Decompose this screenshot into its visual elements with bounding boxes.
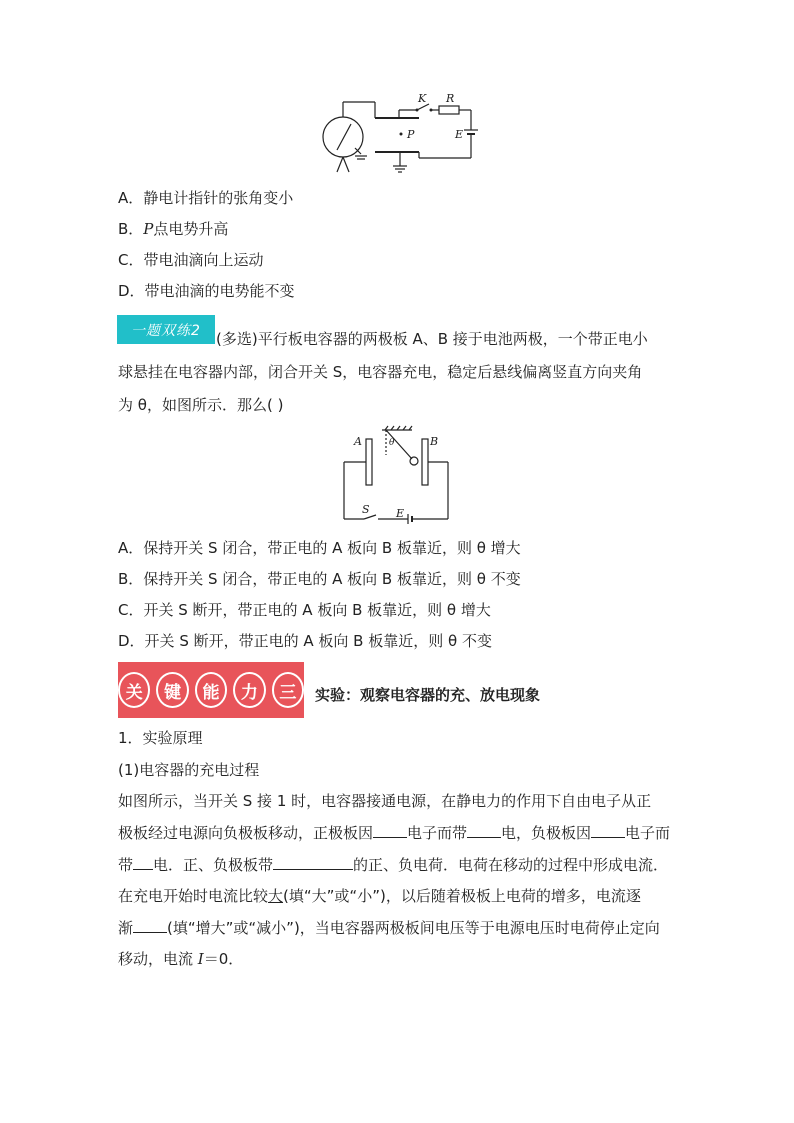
key-ability-badge	[118, 662, 304, 718]
label-a: A	[354, 435, 362, 448]
badge-char-2: 键	[156, 672, 188, 708]
electrometer-body	[323, 117, 363, 157]
body-line4: 在充电开始时电流比较大(填“大”或“小”)，以后随着极板上电荷的增多，电流逐	[118, 887, 641, 905]
plate-a	[366, 439, 372, 485]
badge-char-3: 能	[195, 672, 227, 708]
label-e2: E	[396, 507, 405, 520]
q2-stem-line2: 球悬挂在电容器内部，闭合开关 S，电容器充电，稳定后悬线偏离竖直方向夹角	[118, 363, 643, 381]
label-r: R	[446, 92, 455, 105]
q1-option-a: A．静电计指针的张角变小	[118, 189, 294, 207]
body-line5: 渐 (填“增大”或“减小”)，当电容器两极板间电压等于电源电压时电荷停止定向	[118, 919, 660, 937]
body-line3: 带 电．正、负极板带 的正、负电荷．电荷在移动的过程中形成电流．	[118, 856, 669, 874]
q2-stem-line1: (多选)平行板电容器的两极板 A、B 接于电池两极，一个带正电小	[216, 330, 648, 348]
charged-ball-capacitor-figure	[330, 425, 460, 525]
practice-badge: 一题双练2	[117, 315, 215, 344]
badge-char-5: 三	[272, 672, 304, 708]
resistor-r	[439, 106, 459, 114]
electrometer-circuit-figure	[315, 90, 485, 180]
badge-char-4: 力	[233, 672, 265, 708]
q1-option-b: B．P点电势升高	[118, 220, 229, 238]
label-theta: θ	[389, 438, 395, 448]
heading-charging: (1)电容器的充电过程	[118, 761, 260, 779]
charged-ball	[410, 457, 418, 465]
section-title: 实验：观察电容器的充、放电现象	[315, 686, 541, 704]
q2-option-b: B．保持开关 S 闭合，带正电的 A 板向 B 板靠近，则 θ 不变	[118, 570, 521, 588]
electrometer-needle	[337, 124, 351, 150]
plate-b	[422, 439, 428, 485]
label-b: B	[430, 435, 439, 448]
q2-option-a: A．保持开关 S 闭合，带正电的 A 板向 B 板靠近，则 θ 增大	[118, 539, 521, 557]
q2-stem-line3: 为 θ，如图所示．那么( )	[118, 396, 284, 414]
body-line1: 如图所示，当开关 S 接 1 时，电容器接通电源，在静电力的作用下自由电子从正	[118, 792, 652, 810]
body-line6: 移动，电流 I＝0．	[118, 950, 244, 968]
badge-char-1: 关	[118, 672, 150, 708]
heading-principle: 1．实验原理	[118, 729, 203, 747]
q1-option-c: C．带电油滴向上运动	[118, 251, 264, 269]
q2-option-c: C．开关 S 断开，带正电的 A 板向 B 板靠近，则 θ 增大	[118, 601, 491, 619]
q1-option-d: D．带电油滴的电势能不变	[118, 282, 295, 300]
label-e: E	[455, 128, 464, 141]
label-s: S	[362, 503, 370, 516]
body-line2: 极板经过电源向负极板移动，正极板因 电子而带 电，负极板因 电子而	[118, 824, 671, 842]
label-k: K	[418, 92, 427, 105]
label-p: P	[407, 128, 415, 141]
q2-option-d: D．开关 S 断开，带正电的 A 板向 B 板靠近，则 θ 不变	[118, 632, 492, 650]
point-p-dot	[400, 133, 403, 136]
